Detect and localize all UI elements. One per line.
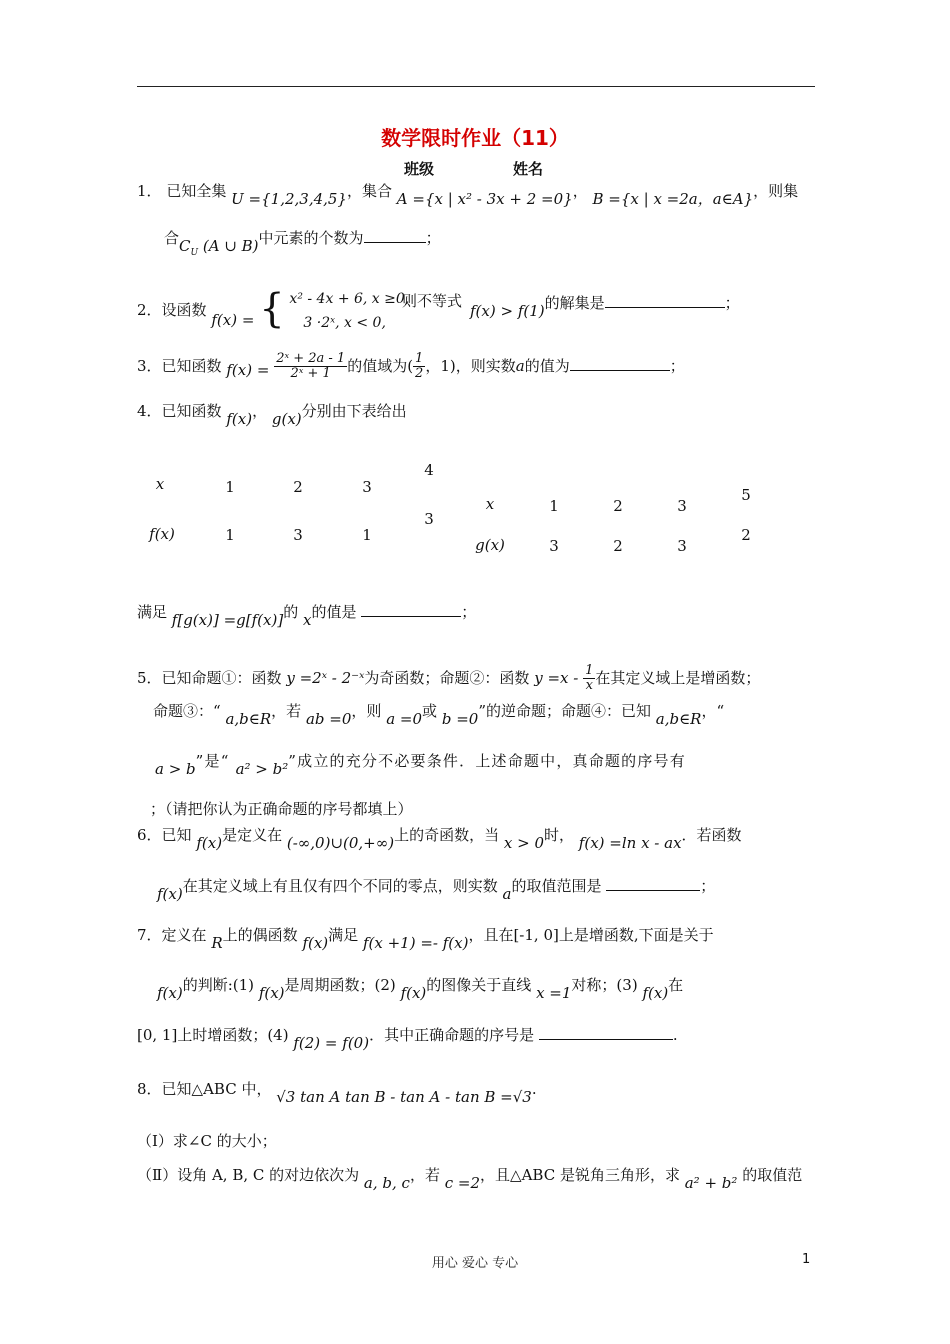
piecewise-brace: { — [259, 286, 285, 333]
question-number: 4． — [137, 402, 162, 420]
table-cell: 3 — [424, 510, 434, 528]
text: 已知全集 — [166, 182, 227, 200]
answer-blank[interactable] — [361, 602, 461, 617]
math-expression: f(x) — [302, 934, 329, 952]
table-cell: 3 — [362, 478, 372, 496]
text: . — [672, 1026, 678, 1044]
math-expression: (-∞,0)∪(0,+∞) — [286, 834, 395, 852]
table-cell: 1 — [225, 526, 235, 544]
fraction-denominator: 2 — [415, 366, 424, 382]
table-cell: 3 — [677, 537, 687, 555]
piecewise-case: x² - 4x + 6, x ≥0, — [289, 291, 410, 307]
question-4 — [137, 402, 407, 428]
text: 则不等式 — [402, 292, 463, 310]
class-label: 班级 — [404, 160, 435, 178]
question-3 — [137, 352, 685, 382]
question-8-line-1 — [137, 1080, 537, 1106]
math-expression: f(x) > f(1) — [470, 302, 545, 320]
text: 的值为 — [524, 356, 570, 375]
table-cell: x — [485, 495, 495, 513]
page-title: 数学限时作业（11） — [381, 126, 569, 150]
answer-blank[interactable] — [364, 228, 426, 243]
fraction-numerator: 2ˣ + 2a - 1 — [276, 351, 346, 366]
question-number: 6． — [137, 826, 162, 844]
text: ，则 — [351, 702, 382, 720]
text: 的值是 — [311, 603, 357, 621]
question-2-tail — [470, 293, 740, 320]
math-expression: y =x - — [534, 668, 579, 687]
math-expression: B ={x | x =2a，a∈A} — [592, 190, 754, 208]
answer-blank[interactable] — [605, 293, 725, 308]
text: 在其定义域上有且仅有四个不同的零点，则实数 — [182, 877, 498, 895]
question-7-line-2 — [157, 976, 684, 1002]
text: ； — [425, 229, 441, 247]
table-cell: g(x) — [475, 536, 505, 554]
math-expression: f[g(x)] =g[f(x)] — [171, 611, 284, 629]
fraction-numerator: 1 — [415, 351, 424, 366]
text: 已知命题①：函数 — [161, 668, 282, 687]
math-expression: f(x) — [157, 984, 183, 1002]
math-expression: C — [179, 237, 191, 255]
text: 的解集是 — [544, 294, 605, 312]
text: 设函数 — [161, 301, 207, 320]
fraction — [583, 664, 595, 694]
text: 上的偶函数 — [222, 926, 298, 944]
text: ，若 — [409, 1166, 440, 1184]
math-expression: f(x) = — [226, 360, 270, 379]
answer-blank[interactable] — [606, 876, 700, 891]
math-expression: f(x) = — [211, 311, 255, 330]
text: ．若函数 — [681, 826, 742, 844]
math-expression: f(2) = f(0) — [293, 1034, 370, 1052]
text: 是定义在 — [222, 826, 283, 844]
question-8-part-2 — [137, 1166, 803, 1192]
text: 满足 — [328, 926, 359, 944]
text: 的取值范 — [742, 1166, 803, 1184]
text: 的图像关于直线 — [426, 976, 532, 994]
text: [0, 1]上时增函数；(4) — [137, 1026, 289, 1044]
math-expression: x > 0 — [503, 834, 544, 852]
text: ”是“ — [195, 752, 230, 770]
text: 已知 — [161, 826, 192, 844]
text: 定义在 — [161, 926, 207, 944]
question-6-line-1 — [137, 826, 742, 852]
question-number: 3． — [137, 356, 162, 375]
text: 中元素的个数为 — [258, 229, 364, 247]
table-cell: 1 — [549, 497, 559, 515]
question-number: 2． — [137, 301, 162, 320]
text: 的取值范围是 — [511, 877, 602, 895]
question-1-line-1 — [137, 182, 799, 208]
text: ”的逆命题；命题④：已知 — [478, 702, 651, 720]
text: ”成立的充分不必要条件．上述命题中，真命题的序号有 — [288, 752, 686, 770]
math-expression: a, b, c — [363, 1174, 410, 1192]
text: ； — [461, 603, 477, 621]
text: 或 — [422, 702, 438, 720]
text: ； — [700, 877, 716, 895]
fraction-denominator: 2ˣ + 1 — [290, 366, 331, 382]
page-footer: 用心 爱心 专心 — [431, 1256, 519, 1271]
answer-blank[interactable] — [570, 356, 670, 371]
text: ，集合 — [346, 182, 392, 200]
top-rule — [137, 86, 815, 87]
question-number: 8． — [137, 1080, 162, 1098]
text: 的判断:(1) — [182, 976, 255, 994]
math-expression: ab =0 — [305, 710, 352, 728]
math-expression: g(x) — [271, 410, 302, 428]
math-expression: a² > b² — [235, 760, 289, 778]
text: ，且在[-1, 0]上是增函数,下面是关于 — [468, 926, 714, 944]
table-cell: 2 — [613, 537, 623, 555]
page-number: 1 — [802, 1252, 811, 1267]
math-expression: U ={1,2,3,4,5} — [231, 190, 347, 208]
name-label: 姓名 — [513, 160, 544, 178]
text: 为奇函数；命题②：函数 — [364, 668, 530, 687]
text: 的 — [283, 603, 299, 621]
table-cell: 3 — [293, 526, 303, 544]
fraction — [413, 352, 425, 382]
question-5-line-2 — [153, 702, 725, 728]
fraction-denominator: x — [585, 678, 593, 694]
text: 已知函数 — [161, 356, 222, 375]
question-5-line-4 — [150, 800, 413, 820]
text: ； — [724, 294, 740, 312]
text: 时， — [544, 826, 575, 844]
question-5-line-3 — [155, 752, 686, 778]
question-number: 7． — [137, 926, 162, 944]
text: 的值域为( — [347, 356, 414, 375]
math-expression: y =2ˣ - 2⁻ˣ — [286, 668, 365, 687]
math-expression: f(x) — [642, 984, 669, 1002]
text: 命题③：“ — [153, 702, 221, 720]
piecewise-cases — [289, 290, 409, 332]
answer-blank[interactable] — [539, 1025, 673, 1040]
text: ； — [669, 356, 685, 375]
math-expression: a,b∈R — [655, 710, 702, 728]
text: 已知函数 — [161, 402, 222, 420]
text: 合 — [164, 229, 180, 247]
question-8-part-1 — [137, 1132, 277, 1152]
text: ，且△ABC 是锐角三角形，求 — [480, 1166, 680, 1184]
math-expression: a > b — [155, 760, 196, 778]
question-5-line-1 — [137, 664, 760, 694]
table-cell: 2 — [293, 478, 303, 496]
table-cell: 3 — [549, 537, 559, 555]
question-7-line-3 — [137, 1025, 678, 1052]
table-cell: 1 — [362, 526, 372, 544]
text: 对称；(3) — [571, 976, 638, 994]
text: ；（请把你认为正确命题的序号都填上） — [150, 800, 413, 818]
text: ，“ — [701, 702, 725, 720]
math-expression: A ={x | x² - 3x + 2 =0} — [396, 190, 573, 208]
math-subscript: U — [190, 248, 199, 258]
text: ．其中正确命题的序号是 — [369, 1026, 535, 1044]
table-cell: 2 — [613, 497, 623, 515]
math-expression: f(x) — [196, 834, 223, 852]
table-cell: 2 — [741, 526, 751, 544]
text: 在 — [668, 976, 684, 994]
table-cell: 4 — [424, 461, 434, 479]
text: 是周期函数；(2) — [284, 976, 396, 994]
table-cell: x — [155, 475, 165, 493]
math-expression: a — [502, 885, 512, 903]
text: （Ⅱ）设角 A, B, C 的对边依次为 — [137, 1166, 360, 1184]
text: 满足 — [137, 603, 168, 621]
math-expression: R — [211, 934, 223, 952]
text: ， — [572, 182, 588, 200]
text: . — [531, 1080, 537, 1098]
text: ， — [252, 402, 268, 420]
math-expression: f(x) =ln x - ax — [578, 834, 682, 852]
fraction — [274, 352, 347, 382]
math-expression: f(x) — [400, 984, 427, 1002]
math-expression: a² + b² — [684, 1174, 738, 1192]
question-2 — [137, 286, 463, 333]
piecewise-case: 3 ·2ˣ, x < 0, — [303, 315, 386, 332]
question-4-condition — [137, 602, 477, 629]
math-expression: x — [302, 611, 312, 629]
text: （Ⅰ）求∠C 的大小； — [137, 1132, 277, 1150]
math-expression: f(x +1) =- f(x) — [362, 934, 469, 952]
text: 已知△ABC 中， — [161, 1080, 272, 1098]
text: 分别由下表给出 — [301, 402, 407, 420]
text: 上的奇函数，当 — [394, 826, 500, 844]
math-expression: a — [515, 356, 525, 375]
fraction-numerator: 1 — [585, 663, 594, 678]
math-expression: √3 tan A tan B - tan A - tan B =√3 — [276, 1088, 532, 1106]
text: ，则集 — [753, 182, 799, 200]
table-cell: 5 — [741, 486, 751, 504]
math-expression: b =0 — [441, 710, 479, 728]
math-expression: f(x) — [258, 984, 285, 1002]
table-cell: 1 — [225, 478, 235, 496]
math-expression: c =2 — [444, 1174, 481, 1192]
text: ，若 — [271, 702, 302, 720]
math-expression: x =1 — [536, 984, 572, 1002]
question-7-line-1 — [137, 926, 714, 952]
math-expression: f(x) — [157, 885, 183, 903]
math-expression: a,b∈R — [225, 710, 272, 728]
question-6-line-2 — [157, 876, 716, 903]
math-expression: a =0 — [386, 710, 423, 728]
text: 在其定义域上是增函数； — [595, 668, 761, 687]
table-cell: f(x) — [149, 525, 175, 543]
question-number: 1． — [137, 182, 162, 200]
math-expression: f(x) — [226, 410, 253, 428]
question-number: 5． — [137, 668, 162, 687]
question-1-line-2 — [164, 228, 441, 258]
table-cell: 3 — [677, 497, 687, 515]
text: ，1)，则实数 — [425, 356, 516, 375]
math-expression: (A ∪ B) — [202, 237, 259, 255]
